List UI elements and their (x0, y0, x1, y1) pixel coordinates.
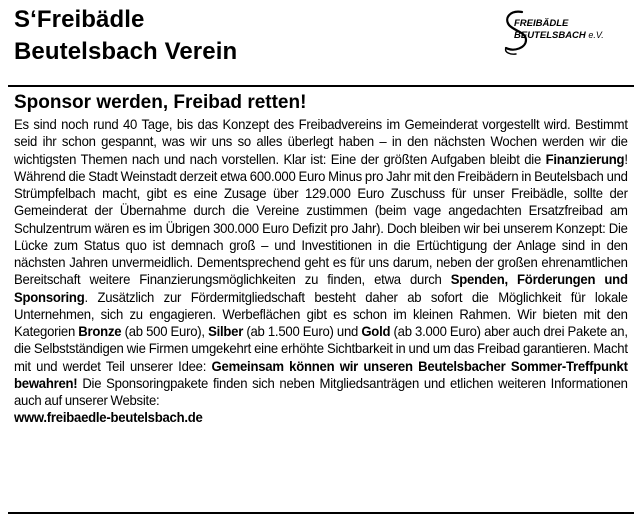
body-emphasis: Gemeinsam können wir unseren Beutelsbacher Sommer-Treffpunkt bewahren! (14, 358, 628, 391)
logo-suffix: e.V. (588, 30, 604, 40)
article-body (14, 116, 628, 427)
organization-title (14, 4, 237, 68)
body-text-run: Es sind noch rund 40 Tage, bis das Konzept des Freibadvereins im Gemeinderat vorgestellt wird. Bestimmt seid ihr schon gespannt, was wir uns so alles überlegt haben – in den nächsten Wochen werden wir die wichtigsten Themen nach und nach vorstellen. Klar ist: Eine der größten Aufgaben bleibt die (14, 117, 628, 167)
body-emphasis: Silber (208, 324, 244, 339)
article-headline: Sponsor werden, Freibad retten! (14, 92, 307, 113)
body-text-run: ! Während die Stadt Weinstadt derzeit etwa 600.000 Euro Minus pro Jahr mit den Freibädern in Beutelsbach und Strümpfelbach macht, gibt es eine Zusage über 129.000 Euro Zuschuss für unser Freibädle, sollte der Gemeinderat der Übernahme durch die Vereine zustimmen (beim vage angedachten Ersatzfreibad am Schulzentrum wären es im Übrigen 300.000 Euro Defizit pro Jahr). Doch bleiben wir bei unserem Konzept: Die Lücke zum Status quo ist demnach groß – und Investitionen in die Ertüchtigung der Anlage sind in den nächsten Jahren unvermeidlich. Dementsprechend geht es für uns darum, neben der großen ehrenamtlichen Bereitschaft weitere Finanzierungsmöglichkeiten zu finden, etwa durch (14, 151, 628, 288)
body-emphasis: Finanzierung (545, 151, 625, 167)
title-line-1: S‘Freibädle (14, 6, 145, 33)
article-body-segments (14, 117, 628, 408)
body-emphasis: Gold (361, 324, 391, 339)
top-divider (8, 85, 634, 87)
article (14, 91, 628, 427)
website-link[interactable]: www.freibaedle-beutelsbach.de (14, 410, 203, 426)
logo-line-1: FREIBÄDLE (514, 18, 569, 29)
body-emphasis: Bronze (78, 324, 122, 339)
body-text-run: Die Sponsoringpakete finden sich neben Mitgliedsanträgen und etlichen weiteren Informationen auch auf unserer Website: (14, 375, 628, 408)
logo-line-2-name: BEUTELSBACH (514, 30, 586, 41)
body-text-run: (ab 1.500 Euro) und (243, 324, 362, 339)
body-text-run: . Zusätzlich zur Fördermitgliedschaft besteht daher ab sofort die Möglichkeit für lokale Unternehmen, sich zu engagieren. Werbeflächen gibt es schon im kleinen Rahmen. Wir bieten mit den Kategorien (14, 289, 628, 339)
logo-line-2 (514, 30, 604, 41)
freibaedle-logo (500, 8, 630, 56)
header (0, 0, 641, 86)
body-text-run: (ab 3.000 Euro) aber auch drei Pakete an, die Selbstständigen wie Firmen umgekehrt eine erhöhte Sichtbarkeit in und um das Freibad garantieren. Macht mit und werdet Teil unserer Idee: (14, 324, 628, 374)
title-line-2: Beutelsbach Verein (14, 38, 238, 65)
bottom-divider (8, 512, 634, 514)
body-text-run: (ab 500 Euro), (121, 324, 209, 339)
body-emphasis: Spenden, Förderungen und Sponsoring (14, 272, 628, 305)
